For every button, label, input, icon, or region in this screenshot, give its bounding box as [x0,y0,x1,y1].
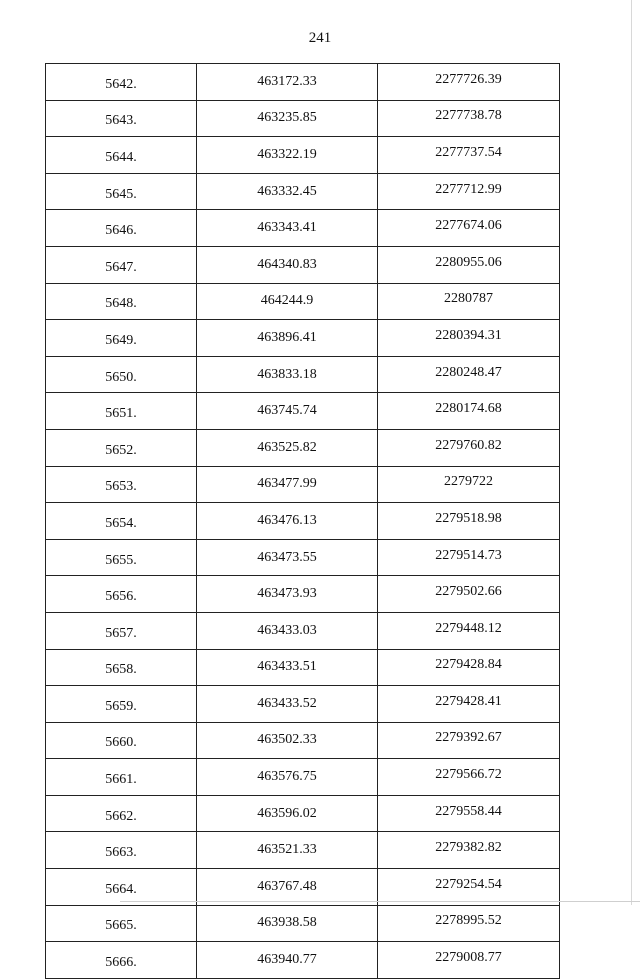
y-coordinate-cell: 2279428.84 [378,649,560,686]
y-coordinate-cell: 2277712.99 [378,173,560,210]
table-row [46,612,560,649]
y-coordinate-cell: 2279558.44 [378,795,560,832]
point-number-cell: 5663. [46,832,197,869]
point-number-cell: 5655. [46,539,197,576]
point-number-cell: 5646. [46,210,197,247]
y-coordinate-cell: 2280787 [378,283,560,320]
table-row [46,576,560,613]
y-coordinate-cell: 2279502.66 [378,576,560,613]
table-body [46,64,560,979]
y-coordinate-cell: 2279428.41 [378,686,560,723]
x-coordinate-cell: 463502.33 [197,722,378,759]
x-coordinate-cell: 463433.52 [197,686,378,723]
point-number-cell: 5660. [46,722,197,759]
point-number-cell: 5657. [46,612,197,649]
point-number-cell: 5643. [46,100,197,137]
point-number-cell: 5651. [46,393,197,430]
point-number-cell: 5656. [46,576,197,613]
table-row [46,393,560,430]
table-row [46,210,560,247]
table-row [46,100,560,137]
point-number-cell: 5645. [46,173,197,210]
y-coordinate-cell: 2279722 [378,466,560,503]
y-coordinate-cell: 2277738.78 [378,100,560,137]
point-number-cell: 5644. [46,137,197,174]
x-coordinate-cell: 463940.77 [197,942,378,979]
table-row [46,869,560,906]
y-coordinate-cell: 2279566.72 [378,759,560,796]
x-coordinate-cell: 463576.75 [197,759,378,796]
x-coordinate-cell: 463473.93 [197,576,378,613]
table-row [46,795,560,832]
x-coordinate-cell: 463745.74 [197,393,378,430]
table-row [46,942,560,979]
x-coordinate-cell: 463343.41 [197,210,378,247]
y-coordinate-cell: 2279254.54 [378,869,560,906]
y-coordinate-cell: 2280174.68 [378,393,560,430]
y-coordinate-cell: 2278995.52 [378,905,560,942]
x-coordinate-cell: 463433.03 [197,612,378,649]
coordinates-table [45,63,560,979]
x-coordinate-cell: 463833.18 [197,356,378,393]
y-coordinate-cell: 2279382.82 [378,832,560,869]
table-row [46,173,560,210]
table-row [46,649,560,686]
point-number-cell: 5654. [46,503,197,540]
x-coordinate-cell: 463938.58 [197,905,378,942]
table-row [46,137,560,174]
x-coordinate-cell: 463332.45 [197,173,378,210]
y-coordinate-cell: 2279008.77 [378,942,560,979]
table-row [46,686,560,723]
page-number: 241 [308,30,332,46]
point-number-cell: 5650. [46,356,197,393]
point-number-cell: 5658. [46,649,197,686]
y-coordinate-cell: 2279518.98 [378,503,560,540]
point-number-cell: 5652. [46,429,197,466]
y-coordinate-cell: 2277674.06 [378,210,560,247]
table-row [46,539,560,576]
x-coordinate-cell: 463172.33 [197,64,378,101]
y-coordinate-cell: 2277726.39 [378,64,560,101]
scan-edge-line-bottom [120,901,640,902]
point-number-cell: 5649. [46,320,197,357]
point-number-cell: 5647. [46,246,197,283]
x-coordinate-cell: 463322.19 [197,137,378,174]
y-coordinate-cell: 2279392.67 [378,722,560,759]
table-row [46,283,560,320]
point-number-cell: 5661. [46,759,197,796]
point-number-cell: 5659. [46,686,197,723]
x-coordinate-cell: 464244.9 [197,283,378,320]
x-coordinate-cell: 463525.82 [197,429,378,466]
point-number-cell: 5648. [46,283,197,320]
y-coordinate-cell: 2277737.54 [378,137,560,174]
y-coordinate-cell: 2280248.47 [378,356,560,393]
table-row [46,356,560,393]
y-coordinate-cell: 2279448.12 [378,612,560,649]
x-coordinate-cell: 464340.83 [197,246,378,283]
x-coordinate-cell: 463235.85 [197,100,378,137]
x-coordinate-cell: 463596.02 [197,795,378,832]
point-number-cell: 5666. [46,942,197,979]
table-row [46,832,560,869]
table-row [46,246,560,283]
point-number-cell: 5653. [46,466,197,503]
y-coordinate-cell: 2280394.31 [378,320,560,357]
scan-edge-line [631,0,632,905]
x-coordinate-cell: 463767.48 [197,869,378,906]
point-number-cell: 5662. [46,795,197,832]
table-row [46,722,560,759]
table-row [46,429,560,466]
x-coordinate-cell: 463521.33 [197,832,378,869]
y-coordinate-cell: 2280955.06 [378,246,560,283]
point-number-cell: 5642. [46,64,197,101]
table-row [46,466,560,503]
x-coordinate-cell: 463896.41 [197,320,378,357]
y-coordinate-cell: 2279514.73 [378,539,560,576]
x-coordinate-cell: 463477.99 [197,466,378,503]
table-row [46,320,560,357]
x-coordinate-cell: 463433.51 [197,649,378,686]
table-row [46,905,560,942]
x-coordinate-cell: 463476.13 [197,503,378,540]
table-row [46,503,560,540]
table-row [46,64,560,101]
point-number-cell: 5665. [46,905,197,942]
table-row [46,759,560,796]
point-number-cell: 5664. [46,869,197,906]
x-coordinate-cell: 463473.55 [197,539,378,576]
y-coordinate-cell: 2279760.82 [378,429,560,466]
